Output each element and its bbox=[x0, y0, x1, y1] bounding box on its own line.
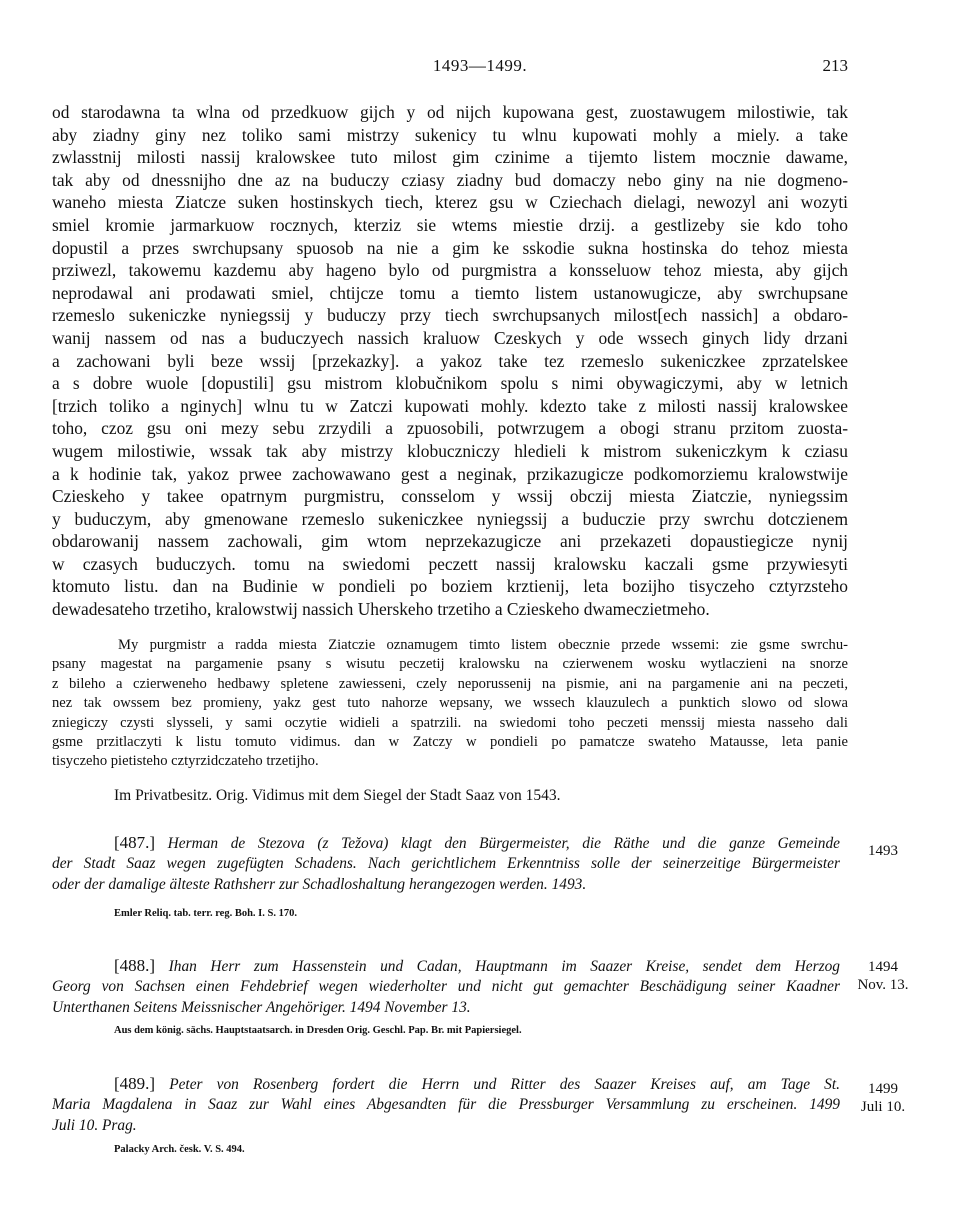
charter-line: tak aby od dnessnijho dne az na buduczy cziasy ziadny bud domaczy nebo giny na nie dogmeno- bbox=[52, 169, 848, 190]
charter-line: dopustil a przes swrchupsany spuosob na nie a gim ke sskodie sukna hostinska do tehoz miesta bbox=[52, 237, 848, 258]
charter-line: y buduczym, aby gmenowane rzemeslo sukeniczkee nyniegssij a buduczie przy swrchu dotczienem bbox=[52, 508, 848, 529]
charter-line: neprodawal ani prodawati smiel, chtijcze tomu a tiemto listem ustanowugicze, aby swrchupsane bbox=[52, 282, 848, 303]
attestation-text bbox=[52, 636, 848, 772]
charter-line: waneho miesta Ziatcze suken hostinskych tiech, kterez gsu w Cziechach dielagi, newozyl ani wozyti bbox=[52, 192, 848, 213]
entry-date-day: Nov. 13. bbox=[857, 977, 909, 993]
attestation-line: nez tak owssem bez promieny, yakz gest tuto nahorze wepsany, we wssech klauzulech a punktich slowo od slowa bbox=[52, 695, 848, 712]
entry-text: Peter von Rosenberg fordert die Herrn und Ritter des Saazer Kreises auf, am Tage St. bbox=[169, 1076, 840, 1093]
entry-line: der Stadt Saaz wegen zugefügten Schadens. Nach gerichtlichem Erkenntniss solle der seinerzeitige Bürgermeister bbox=[52, 855, 840, 872]
entry-reference: Palacky Arch. česk. V. S. 494. bbox=[114, 1144, 245, 1155]
attestation-line: gsme przitlaczyti k listu tomuto vidimus. dan w Zatczy w pondieli po pamatcze swateho Matausse, leta panie bbox=[52, 733, 848, 750]
entry-date-year: 1493 bbox=[868, 843, 898, 859]
charter-line: dewadesateho trzetiho, kralowstwij nassich Uherskeho trzetiho a Czieskeho dwameczietmeho. bbox=[52, 599, 710, 620]
charter-line: ktomuto listu. dan na Budinie w pondieli po boziem krztienij, leta bozijho tisyczeho cztyrzsteho bbox=[52, 576, 848, 597]
page-number: 213 bbox=[822, 56, 848, 75]
charter-line: a s dobre wuole [dopustili] gsu mistrom klobučnikom spolu s nimi obywagiczymi, aby w letnich bbox=[52, 373, 848, 394]
entry-line bbox=[52, 1073, 840, 1094]
entry-487 bbox=[52, 832, 840, 895]
entry-date-year: 1494 bbox=[868, 959, 898, 975]
entry-line bbox=[52, 832, 840, 853]
entry-number: [487.] bbox=[114, 833, 156, 852]
attestation-line: My purgmistr a radda miesta Ziatczie oznamugem timto listem obecznie przede wssemi: zie gsme swrchu- bbox=[118, 637, 848, 653]
charter-line: a zachowani byli beze wssij [przekazky]. a yakoz take tez rzemeslo sukeniczkee zprzatelskee bbox=[52, 350, 848, 371]
entry-text: Ihan Herr zum Hassenstein und Cadan, Hauptmann im Saazer Kreise, sendet dem Herzog bbox=[168, 958, 840, 975]
entry-date bbox=[852, 842, 914, 860]
entry-reference: Aus dem könig. sächs. Hauptstaatsarch. in Dresden Orig. Geschl. Pap. Br. mit Papiersiegel. bbox=[114, 1025, 522, 1036]
entry-text: Herman de Stezova (z Težova) klagt den Bürgermeister, die Räthe und die ganze Gemeinde bbox=[167, 835, 840, 852]
entry-line: Unterthanen Seitens Meissnischer Angehöriger. 1494 November 13. bbox=[52, 999, 471, 1016]
charter-line: aby ziadny giny nez toliko sami mistrzy sukenicy tu wlnu kupowati mohly a miely. a take bbox=[52, 124, 848, 145]
charter-line: toho, czoz gsu oni mezy sebu zrzydili a zpuosobili, potwrzugem a obogi stranu przitom zuosta- bbox=[52, 418, 848, 439]
charter-line: rzemeslo sukeniczke nyniegssij y buduczy przy tiech swrchupsanych milost[ech nassich] a obdaro- bbox=[52, 305, 848, 326]
entry-date bbox=[852, 1080, 914, 1116]
charter-line: od starodawna ta wlna od przedkuow gijch y od nijch kupowana gest, zuostawugem milostiwie, tak bbox=[52, 102, 848, 122]
entry-date-year: 1499 bbox=[868, 1081, 898, 1097]
attestation-line: tisyczeho pietisteho cztyrzidczateho trzetijho. bbox=[52, 753, 319, 770]
charter-line: wanij nassem od nas a buduczyech nassich kraluow Czeskych y ode wssech ginych lidy drzani bbox=[52, 327, 848, 348]
entry-line: Maria Magdalena in Saaz zur Wahl eines Abgesandten für die Pressburger Versammlung zu erscheinen. 1499 bbox=[52, 1096, 840, 1113]
charter-line: Czieskeho y takee opatrnym purgmistru, consselom y wssij obczij miesta Ziatczie, nyniegssim bbox=[52, 486, 848, 507]
entry-line bbox=[52, 955, 840, 976]
entry-date-day: Juli 10. bbox=[860, 1099, 906, 1115]
entry-line: Georg von Sachsen einen Fehdebrief wegen wiederholter und nicht gut gemachter Beschädigung seiner Kaadner bbox=[52, 978, 840, 995]
attestation-line: z bileho a czierweneho hedbawy spletene zawiesseni, czely neporussenij na pismie, ani na pargamenie ani na peczeti, bbox=[52, 675, 848, 692]
charter-line: prziwezl, takowemu kazdemu aby hageno bylo od purgmistra a konsseluow tehoz miesta, aby gijch bbox=[52, 260, 848, 281]
charter-line: wugem milostiwie, wssak tak aby mistrzy klobuczniczy hledieli k mistrom sukeniczkym k cziasu bbox=[52, 440, 848, 461]
charter-text bbox=[52, 101, 848, 621]
charter-line: w czasych buduczych. tomu na swiedomi peczett nassij kralowsku kaczali gsme przywiesyti bbox=[52, 553, 848, 574]
entry-date bbox=[852, 958, 914, 994]
entry-489 bbox=[52, 1073, 840, 1136]
attestation-line: zniegiczy czysti slysseli, y sami oczytie widieli a spatrzili. na swiedomi toho peczeti menssij miesta nasseho dali bbox=[52, 714, 848, 731]
charter-line: [trzich toliko a nginych] wlnu tu w Zatczi kupowati mohly. kdezto take z milosti nassij kralowskee bbox=[52, 395, 848, 416]
entry-number: [488.] bbox=[114, 956, 156, 975]
entry-line: oder der damalige älteste Rathsherr zur Schadloshaltung herangezogen werden. 1493. bbox=[52, 876, 587, 893]
charter-line: smiel kromie jarmarkuow rocznych, kterziz sie wtems miestie drzij. a gestlizeby sie kdo toho bbox=[52, 214, 848, 235]
attestation-line: psany magestat na pargamenie psany s wisutu peczetij kralowsku na czierwenem wosku wytlaczieni na snorze bbox=[52, 656, 848, 673]
running-header-years: 1493—1499. bbox=[432, 56, 528, 75]
source-note: Im Privatbesitz. Orig. Vidimus mit dem Siegel der Stadt Saaz von 1543. bbox=[114, 787, 561, 804]
charter-line: obdarowanij nassem zachowali, gim wtom neprzekazugicze ani przekazeti dopaustiegicze nynij bbox=[52, 531, 848, 552]
entry-488 bbox=[52, 955, 840, 1018]
entry-reference: Emler Reliq. tab. terr. reg. Boh. I. S. 170. bbox=[114, 908, 297, 919]
entry-number: [489.] bbox=[114, 1074, 156, 1093]
charter-line: zwlasstnij milosti nassij kralowskee tuto milost gim czinime a tijemto listem mocznie dawame, bbox=[52, 147, 848, 168]
charter-line: a k hodinie tak, yakoz prwee zachowawano gest a neginak, przikazugicze podkomorziemu kralowstwije bbox=[52, 463, 848, 484]
entry-line: Juli 10. Prag. bbox=[52, 1117, 137, 1134]
